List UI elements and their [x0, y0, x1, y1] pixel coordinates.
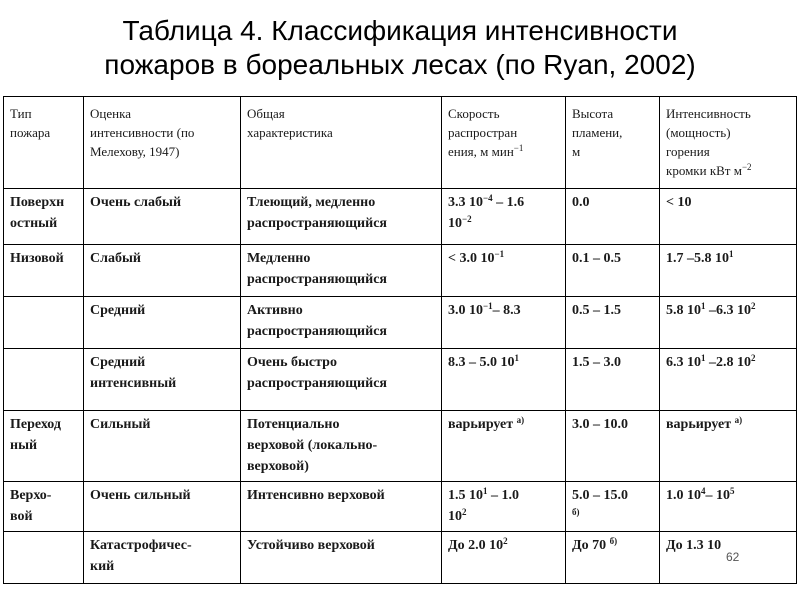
cell-spread-speed: До 2.0 $10^2$: [442, 532, 566, 584]
cell-intensity-rating: Сильный: [84, 411, 241, 482]
header-flame-height: Высота пламени, м: [566, 97, 660, 189]
title-line-1: Таблица 4. Классификация интенсивности: [122, 15, 678, 46]
cell-spread-speed: < 3.0 $10^{-1}$: [442, 245, 566, 297]
cell-fire-type: [4, 532, 84, 584]
table-row: [4, 189, 797, 245]
cell-fireline-intensity: 5.8 $10^1$ –6.3 $10^2$: [660, 297, 797, 349]
cell-flame-height: 0.5 – 1.5: [566, 297, 660, 349]
cell-fire-type: [4, 297, 84, 349]
table-row: [4, 349, 797, 411]
cell-flame-height: До 70 $^{б)}$: [566, 532, 660, 584]
cell-characteristic: Потенциально верховой (локально- верховой): [241, 411, 442, 482]
cell-characteristic: Очень быстро распространяющийся: [241, 349, 442, 411]
title-line-2: пожаров в бореальных лесах (по Ryan, 2002): [104, 49, 696, 80]
cell-fireline-intensity: варьирует $^{а)}$: [660, 411, 797, 482]
header-general-characteristic: Общая характеристика: [241, 97, 442, 189]
header-fireline-intensity: Интенсивность (мощность) горения кромки кВт $м^{-2}$: [660, 97, 797, 189]
fire-classification-table: [3, 96, 797, 584]
cell-intensity-rating: Средний интенсивный: [84, 349, 241, 411]
cell-flame-height: 5.0 – 15.0 $^{б)}$: [566, 482, 660, 532]
page-title: [0, 14, 800, 82]
table-header-row: [4, 97, 797, 189]
header-spread-speed: Скорость распростран ения, м мин$^{-1}$: [442, 97, 566, 189]
table-row: [4, 245, 797, 297]
cell-spread-speed: 1.5 $10^1 - 1.0$ $10^2$: [442, 482, 566, 532]
table-row: [4, 532, 797, 584]
cell-fireline-intensity: 1.7 –5.8 $10^1$: [660, 245, 797, 297]
cell-characteristic: Устойчиво верховой: [241, 532, 442, 584]
cell-intensity-rating: Катастрофичес- кий: [84, 532, 241, 584]
cell-fireline-intensity: До 1.3 10: [660, 532, 797, 584]
cell-flame-height: 3.0 – 10.0: [566, 411, 660, 482]
cell-intensity-rating: Слабый: [84, 245, 241, 297]
cell-spread-speed: 8.3 – 5.0 $10^1$: [442, 349, 566, 411]
table-row: [4, 411, 797, 482]
table-row: [4, 482, 797, 532]
table-row: [4, 297, 797, 349]
cell-fireline-intensity: 1.0 $10^4-$ $10^5$: [660, 482, 797, 532]
cell-fire-type: Низовой: [4, 245, 84, 297]
header-fire-type: Тип пожара: [4, 97, 84, 189]
cell-fire-type: Верхо- вой: [4, 482, 84, 532]
cell-intensity-rating: Очень сильный: [84, 482, 241, 532]
cell-fireline-intensity: 6.3 $10^1$ –2.8 $10^2$: [660, 349, 797, 411]
cell-fire-type: Поверхн остный: [4, 189, 84, 245]
cell-fire-type: [4, 349, 84, 411]
cell-flame-height: 0.1 – 0.5: [566, 245, 660, 297]
slide-number: 62: [726, 550, 740, 564]
cell-spread-speed: варьирует $^{а)}$: [442, 411, 566, 482]
header-intensity-rating: Оценка интенсивности (по Мелехову, 1947): [84, 97, 241, 189]
cell-intensity-rating: Средний: [84, 297, 241, 349]
cell-fireline-intensity: < 10: [660, 189, 797, 245]
cell-flame-height: 1.5 – 3.0: [566, 349, 660, 411]
cell-flame-height: 0.0: [566, 189, 660, 245]
cell-characteristic: Медленно распространяющийся: [241, 245, 442, 297]
cell-spread-speed: 3.3 $10^{-4} - 1.6$ $10^{-2}$: [442, 189, 566, 245]
cell-fire-type: Переход ный: [4, 411, 84, 482]
cell-intensity-rating: Очень слабый: [84, 189, 241, 245]
cell-characteristic: Интенсивно верховой: [241, 482, 442, 532]
cell-characteristic: Активно распространяющийся: [241, 297, 442, 349]
cell-spread-speed: 3.0 $10^{-1}-$ 8.3: [442, 297, 566, 349]
cell-characteristic: Тлеющий, медленно распространяющийся: [241, 189, 442, 245]
